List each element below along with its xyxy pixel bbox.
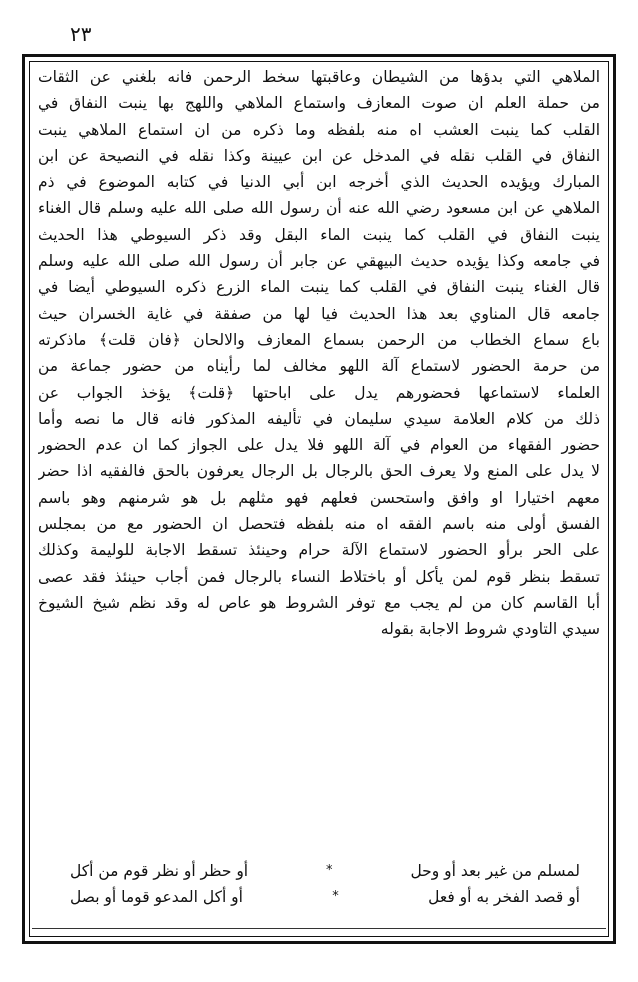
text-line: النفاق في القلب نقله في المدخل عن ابن عيينة وكذا نقله في النصيحة عن ابن <box>38 146 600 165</box>
text-line: الملاهي عن ابن مسعود رضي الله عنه أن رسول الله صلى الله عليه وسلم قال الغناء <box>38 199 600 218</box>
verse-line <box>70 884 580 910</box>
verse-block <box>70 858 580 910</box>
text-line: لا يدل على المنع ولا يعرف الحق بالرجال بل الرجال يعرفون بالحق فالفقيه اذا حضر <box>38 462 600 481</box>
verse-hemistich-right: لمسلم من غير بعد أو وحل <box>410 862 580 880</box>
text-line: القلب كما ينبت العشب اه منه بلفظه وما ذكره من ان استماع الملاهي ينبت <box>38 120 600 139</box>
text-line: العلماء لاستماعها فحضورهم يدل على اباحتها ﴿قلت﴾ يؤخذ الجواب عن <box>38 383 600 402</box>
text-line: قال الغناء ينبت النفاق في القلب كما ينبت الماء الزرع ذكره السيوطي أيضا في <box>38 278 600 297</box>
main-text <box>38 64 600 854</box>
text-line: الملاهي التي بدؤها من الشيطان وعاقبتها سخط الرحمن فانه بلغني عن الثقات <box>38 68 600 86</box>
text-line: جامعه قال المناوي بعد هذا الحديث فيا لها من صفقة في غاية الخسران حيث <box>38 304 600 323</box>
text-line: أبا القاسم كان من لم يجب مع توفر الشروط هو عاص له وقد نظم شيخ الشيوخ <box>38 593 600 612</box>
text-line: في جامعه وكذا يؤيده حديث البيهقي عن جابر أن رسول الله صلى الله عليه وسلم <box>38 252 600 271</box>
text-line: حضور الفقهاء من العوام في آلة اللهو فلا يدل على الجواز كما ان عدم الحضور <box>38 436 600 455</box>
text-line: ينبت النفاق في القلب كما ينبت الماء البقل وقد ذكر السيوطي هذا الحديث <box>38 225 600 244</box>
verse-line <box>70 858 580 884</box>
text-line: من حملة العلم ان صوت المعازف واستماع الملاهي واللهج بها ينبت النفاق في <box>38 94 600 113</box>
text-line: سيدي التاودي شروط الاجابة بقوله <box>380 620 600 639</box>
verse-separator: * <box>332 889 339 904</box>
text-line: باع سماع الخطاب من الرحمن بسماع المعازف والالحان ﴿فان قلت﴾ ماذكرته <box>38 330 600 349</box>
text-line: معهم اختيارا او وافق واستحسن فعلهم فهو مثلهم بل هو شرمنهم وهو باسم <box>38 488 600 507</box>
bottom-rule <box>32 928 606 929</box>
verse-separator: * <box>326 863 333 878</box>
verse-hemistich-right: أو قصد الفخر به أو فعل <box>428 888 580 906</box>
verse-hemistich-left: أو حظر أو نظر قوم من أكل <box>70 862 249 880</box>
verse-hemistich-left: أو أكل المدعو قوما أو بصل <box>70 888 243 906</box>
page-number: ٢٣ <box>70 22 92 46</box>
text-line: المبارك ويؤيده الحديث الذي أخرجه ابن أبي الدنيا في كتابه الموضوع في ذم <box>38 173 600 192</box>
text-line: من حرمة الحضور لاستماع آلة اللهو مخالف لما رأيناه من حضور جماعة من <box>38 357 600 376</box>
text-line: على الحر برأو الحضور لاستماع الآلة حرام وحينئذ تسقط الاجابة للوليمة وكذلك <box>38 541 600 560</box>
text-line: تسقط بنظر قوم لمن يأكل أو باختلاط النساء بالرجال فمن أجاب حينئذ فقد عصى <box>38 567 600 586</box>
text-line: الفسق أولى منه باسم الفقه اه منه بلفظه فتحصل ان الحضور مع من بمجلس <box>38 515 600 534</box>
text-line: ذلك من كلام العلامة سيدي سليمان في تأليفه المذكور فانه قال ما نصه وأما <box>38 409 600 428</box>
